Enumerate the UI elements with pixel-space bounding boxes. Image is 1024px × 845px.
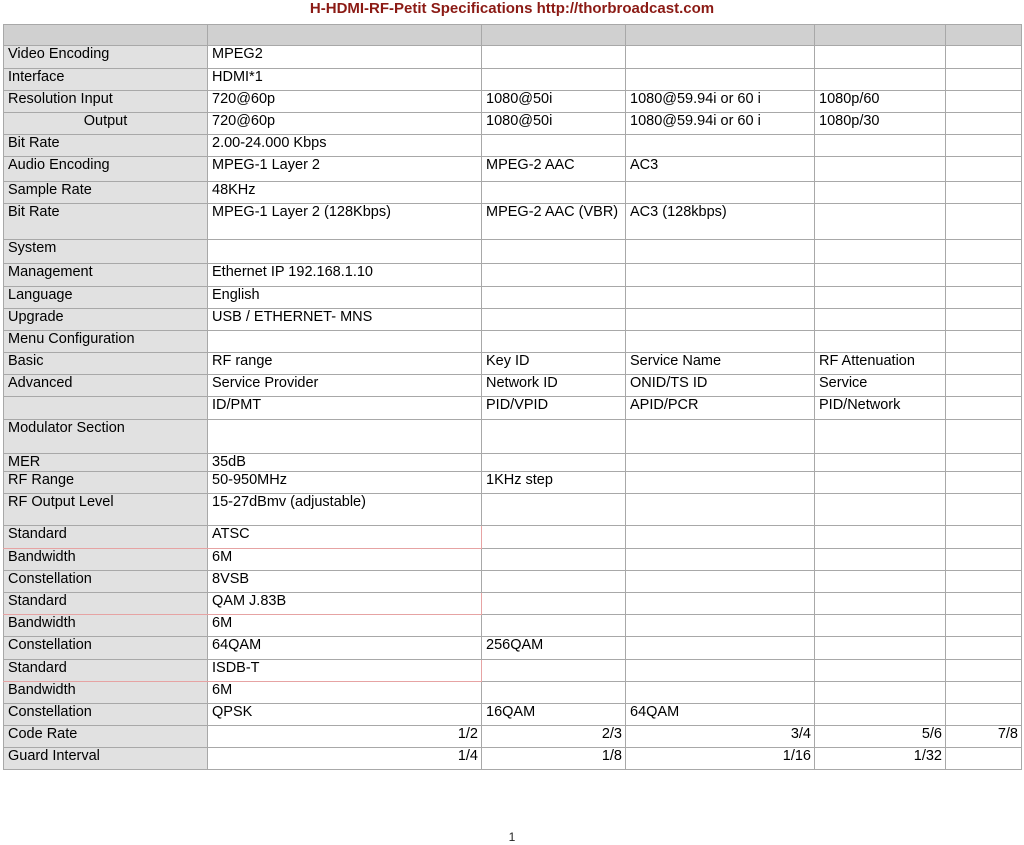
table-cell	[482, 264, 626, 287]
table-cell	[946, 204, 1022, 240]
row-label: Bandwidth	[4, 615, 208, 637]
table-cell: 1/32	[815, 748, 946, 770]
table-row	[4, 182, 1022, 204]
row-label: Bit Rate	[4, 135, 208, 157]
table-cell: PID/Network	[815, 397, 946, 420]
table-row	[4, 204, 1022, 240]
table-row	[4, 157, 1022, 182]
table-row	[4, 264, 1022, 287]
table-cell	[815, 454, 946, 472]
row-label: Upgrade	[4, 309, 208, 331]
table-cell: 1/8	[482, 748, 626, 770]
table-cell: 8VSB	[208, 571, 482, 593]
table-cell	[815, 526, 946, 549]
table-cell: 64QAM	[626, 704, 815, 726]
table-row	[4, 571, 1022, 593]
table-cell: Key ID	[482, 353, 626, 375]
table-cell: 1080p/30	[815, 113, 946, 135]
table-cell	[482, 69, 626, 91]
table-row	[4, 726, 1022, 748]
table-cell: Service	[815, 375, 946, 397]
table-cell: MPEG2	[208, 46, 482, 69]
table-cell: 6M	[208, 682, 482, 704]
table-row	[4, 135, 1022, 157]
table-cell	[815, 472, 946, 494]
table-cell	[626, 615, 815, 637]
table-cell	[946, 494, 1022, 526]
table-cell	[626, 420, 815, 454]
table-cell: AC3	[626, 157, 815, 182]
table-cell: ID/PMT	[208, 397, 482, 420]
table-row	[4, 69, 1022, 91]
page-title: H-HDMI-RF-Petit Specifications http://thorbroadcast.com	[309, 0, 715, 17]
table-cell	[815, 69, 946, 91]
row-label: Menu Configuration	[4, 331, 208, 353]
table-cell	[626, 69, 815, 91]
table-cell	[946, 704, 1022, 726]
row-label	[4, 25, 208, 46]
table-cell: 2/3	[482, 726, 626, 748]
table-cell	[815, 287, 946, 309]
table-cell	[482, 287, 626, 309]
table-row	[4, 375, 1022, 397]
table-cell: MPEG-2 AAC (VBR)	[482, 204, 626, 240]
table-cell	[626, 637, 815, 660]
table-cell	[626, 454, 815, 472]
table-cell: 720@60p	[208, 113, 482, 135]
table-cell	[482, 454, 626, 472]
table-cell	[815, 682, 946, 704]
row-label: Language	[4, 287, 208, 309]
table-row	[4, 287, 1022, 309]
table-cell	[946, 25, 1022, 46]
table-cell: 1080@50i	[482, 91, 626, 113]
table-cell	[946, 331, 1022, 353]
table-cell	[946, 637, 1022, 660]
row-label: RF Output Level	[4, 494, 208, 526]
table-cell	[482, 135, 626, 157]
table-cell: 2.00-24.000 Kbps	[208, 135, 482, 157]
table-cell	[815, 264, 946, 287]
table-cell	[208, 420, 482, 454]
table-row	[4, 526, 1022, 549]
table-cell: MPEG-2 AAC	[482, 157, 626, 182]
table-cell: ISDB-T	[208, 660, 482, 682]
table-cell	[946, 375, 1022, 397]
row-label: Output	[4, 113, 208, 135]
table-cell: 3/4	[626, 726, 815, 748]
row-label: Resolution Input	[4, 91, 208, 113]
table-cell	[946, 615, 1022, 637]
table-cell: ONID/TS ID	[626, 375, 815, 397]
table-cell: PID/VPID	[482, 397, 626, 420]
table-cell: 6M	[208, 615, 482, 637]
row-label: Interface	[4, 69, 208, 91]
table-cell: 50-950MHz	[208, 472, 482, 494]
table-cell: 1080p/60	[815, 91, 946, 113]
table-cell	[946, 287, 1022, 309]
row-label: Advanced	[4, 375, 208, 397]
table-row	[4, 240, 1022, 264]
table-cell	[626, 182, 815, 204]
row-label: Constellation	[4, 704, 208, 726]
table-row	[4, 454, 1022, 472]
table-cell: RF range	[208, 353, 482, 375]
row-label: Code Rate	[4, 726, 208, 748]
table-row	[4, 331, 1022, 353]
table-cell	[946, 91, 1022, 113]
table-row	[4, 353, 1022, 375]
table-cell	[482, 25, 626, 46]
table-cell	[626, 549, 815, 571]
table-cell: 15-27dBmv (adjustable)	[208, 494, 482, 526]
table-cell: 48KHz	[208, 182, 482, 204]
spec-table	[3, 24, 1022, 770]
table-cell	[946, 397, 1022, 420]
table-row	[4, 682, 1022, 704]
table-cell: QAM J.83B	[208, 593, 482, 615]
table-cell	[946, 182, 1022, 204]
table-cell: 1080@59.94i or 60 i	[626, 91, 815, 113]
table-cell	[815, 420, 946, 454]
table-cell	[482, 240, 626, 264]
table-cell: English	[208, 287, 482, 309]
table-cell: 5/6	[815, 726, 946, 748]
table-cell	[946, 454, 1022, 472]
table-cell	[482, 331, 626, 353]
row-label: MER	[4, 454, 208, 472]
table-cell: 1080@59.94i or 60 i	[626, 113, 815, 135]
row-label: Bit Rate	[4, 204, 208, 240]
row-label: Constellation	[4, 571, 208, 593]
table-cell	[482, 549, 626, 571]
table-cell	[482, 682, 626, 704]
table-cell	[208, 331, 482, 353]
table-cell	[626, 135, 815, 157]
row-label: Audio Encoding	[4, 157, 208, 182]
table-cell: 1080@50i	[482, 113, 626, 135]
table-cell	[946, 682, 1022, 704]
table-row	[4, 397, 1022, 420]
table-cell: 1/4	[208, 748, 482, 770]
table-cell	[946, 240, 1022, 264]
table-cell	[946, 526, 1022, 549]
table-cell	[946, 660, 1022, 682]
row-label: Bandwidth	[4, 549, 208, 571]
table-cell: QPSK	[208, 704, 482, 726]
table-cell	[946, 135, 1022, 157]
table-cell	[815, 204, 946, 240]
table-cell	[946, 309, 1022, 331]
table-cell	[815, 571, 946, 593]
table-row	[4, 309, 1022, 331]
table-cell	[946, 353, 1022, 375]
table-cell: APID/PCR	[626, 397, 815, 420]
table-cell	[946, 420, 1022, 454]
table-cell: RF Attenuation	[815, 353, 946, 375]
table-cell: 1KHz step	[482, 472, 626, 494]
table-cell	[482, 46, 626, 69]
table-cell	[482, 420, 626, 454]
page-number: 1	[508, 830, 516, 844]
table-cell	[815, 615, 946, 637]
table-cell	[626, 25, 815, 46]
table-cell	[482, 182, 626, 204]
row-label: Sample Rate	[4, 182, 208, 204]
table-cell: AC3 (128kbps)	[626, 204, 815, 240]
table-cell: Service Name	[626, 353, 815, 375]
table-cell	[815, 46, 946, 69]
table-cell	[482, 494, 626, 526]
row-label: Video Encoding	[4, 46, 208, 69]
table-cell: Ethernet IP 192.168.1.10	[208, 264, 482, 287]
table-cell: ATSC	[208, 526, 482, 549]
table-cell	[815, 309, 946, 331]
table-cell	[626, 682, 815, 704]
table-cell	[815, 704, 946, 726]
table-row	[4, 615, 1022, 637]
table-cell	[626, 331, 815, 353]
table-cell: 720@60p	[208, 91, 482, 113]
row-label: Standard	[4, 526, 208, 549]
table-cell	[815, 182, 946, 204]
table-row	[4, 472, 1022, 494]
table-cell	[946, 593, 1022, 615]
table-cell	[626, 264, 815, 287]
table-cell: MPEG-1 Layer 2 (128Kbps)	[208, 204, 482, 240]
table-cell	[815, 240, 946, 264]
table-cell: HDMI*1	[208, 69, 482, 91]
table-cell	[946, 113, 1022, 135]
table-cell: 1/16	[626, 748, 815, 770]
table-cell	[946, 157, 1022, 182]
table-cell	[482, 526, 626, 549]
table-cell	[626, 472, 815, 494]
row-label: Bandwidth	[4, 682, 208, 704]
table-cell	[815, 331, 946, 353]
row-label: RF Range	[4, 472, 208, 494]
table-cell	[815, 637, 946, 660]
table-cell	[815, 157, 946, 182]
table-cell	[482, 615, 626, 637]
table-cell	[626, 593, 815, 615]
row-label: Management	[4, 264, 208, 287]
table-cell	[208, 240, 482, 264]
table-cell	[482, 593, 626, 615]
table-row	[4, 593, 1022, 615]
table-cell	[815, 135, 946, 157]
table-cell	[815, 494, 946, 526]
row-label: Constellation	[4, 637, 208, 660]
table-cell: 256QAM	[482, 637, 626, 660]
table-row	[4, 113, 1022, 135]
row-label: Modulator Section	[4, 420, 208, 454]
table-cell	[626, 309, 815, 331]
row-label: Guard Interval	[4, 748, 208, 770]
header-row	[4, 25, 1022, 46]
table-cell	[482, 660, 626, 682]
table-cell	[946, 46, 1022, 69]
table-cell: Network ID	[482, 375, 626, 397]
table-cell	[626, 660, 815, 682]
table-cell	[946, 549, 1022, 571]
row-label: Basic	[4, 353, 208, 375]
table-cell	[946, 264, 1022, 287]
table-cell: 16QAM	[482, 704, 626, 726]
table-row	[4, 660, 1022, 682]
table-row	[4, 748, 1022, 770]
table-row	[4, 494, 1022, 526]
table-cell	[626, 494, 815, 526]
table-cell: 35dB	[208, 454, 482, 472]
table-row	[4, 637, 1022, 660]
table-cell: 7/8	[946, 726, 1022, 748]
row-label: Standard	[4, 660, 208, 682]
table-cell: 1/2	[208, 726, 482, 748]
table-cell: Service Provider	[208, 375, 482, 397]
table-cell	[946, 472, 1022, 494]
table-cell	[626, 240, 815, 264]
table-cell: 6M	[208, 549, 482, 571]
table-cell	[482, 309, 626, 331]
table-cell	[815, 549, 946, 571]
table-cell: USB / ETHERNET- MNS	[208, 309, 482, 331]
table-cell	[626, 526, 815, 549]
table-row	[4, 420, 1022, 454]
table-cell	[815, 25, 946, 46]
table-cell	[815, 593, 946, 615]
table-row	[4, 704, 1022, 726]
table-cell	[626, 287, 815, 309]
table-cell	[482, 571, 626, 593]
table-cell	[626, 571, 815, 593]
table-cell	[946, 571, 1022, 593]
table-cell	[815, 660, 946, 682]
table-cell	[626, 46, 815, 69]
row-label	[4, 397, 208, 420]
table-row	[4, 549, 1022, 571]
table-cell	[946, 748, 1022, 770]
table-row	[4, 91, 1022, 113]
table-row	[4, 46, 1022, 69]
table-cell: 64QAM	[208, 637, 482, 660]
row-label: Standard	[4, 593, 208, 615]
table-cell: MPEG-1 Layer 2	[208, 157, 482, 182]
table-cell	[946, 69, 1022, 91]
row-label: System	[4, 240, 208, 264]
table-cell	[208, 25, 482, 46]
